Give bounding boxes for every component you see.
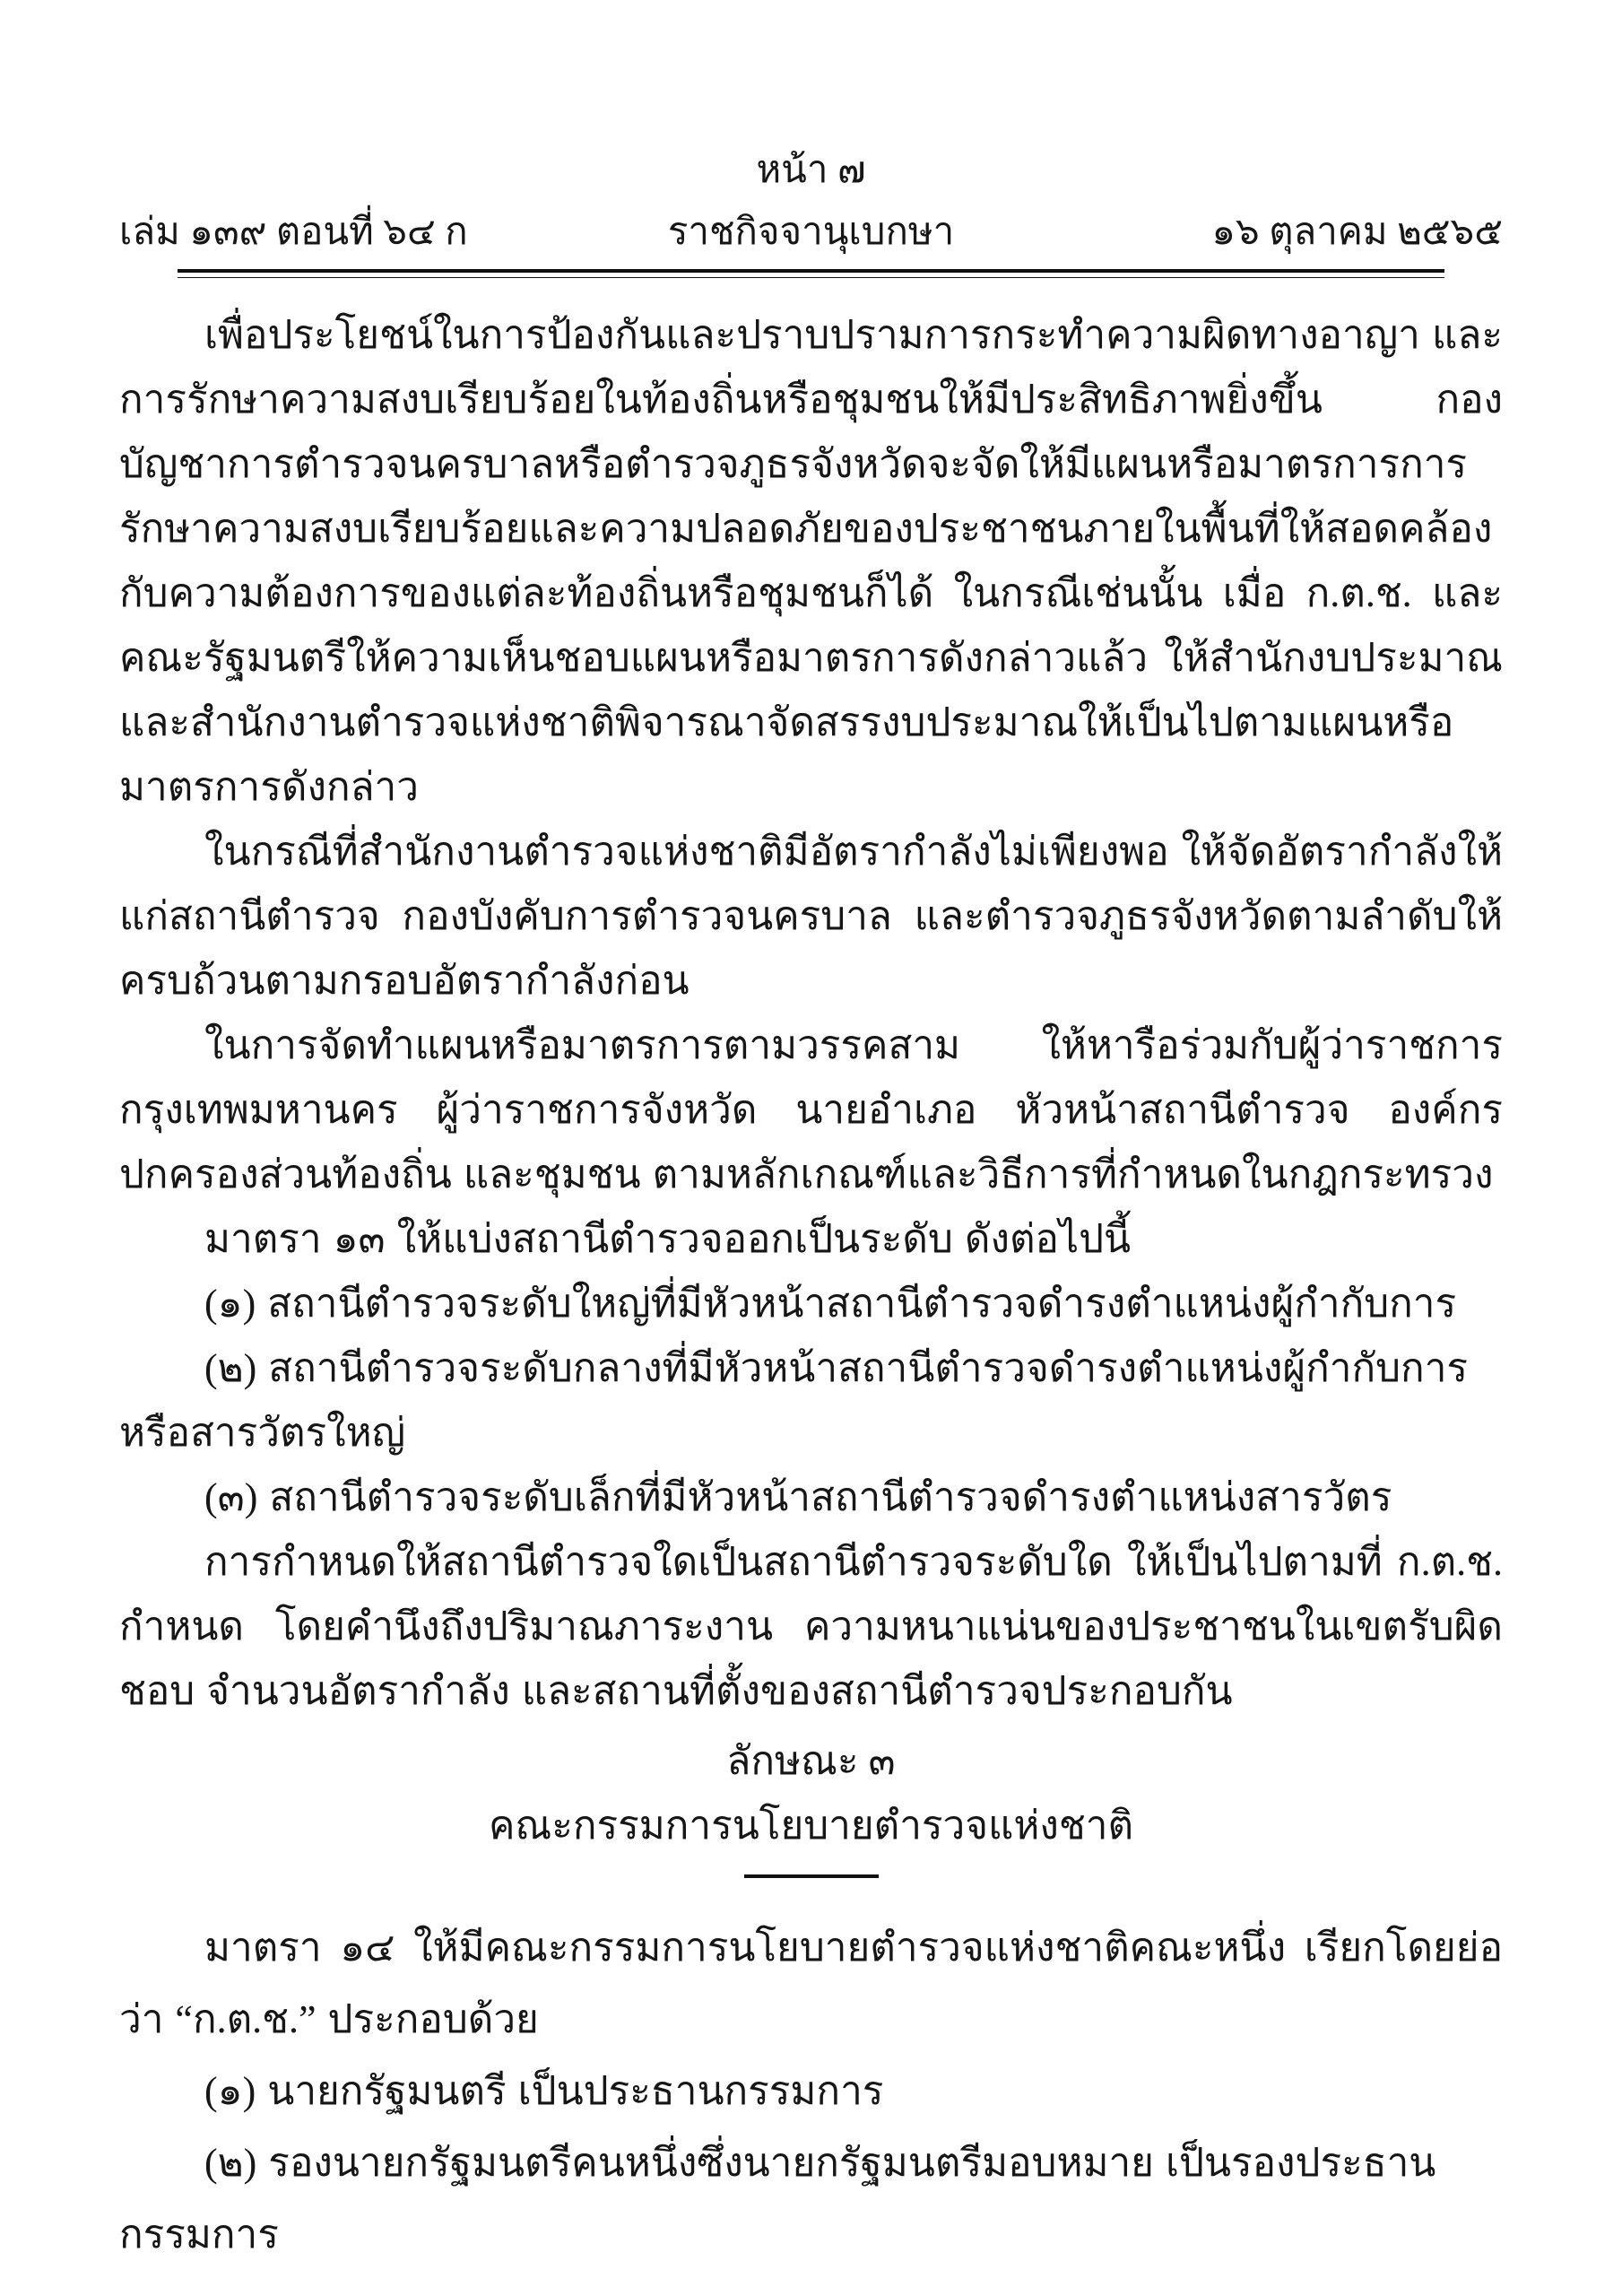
section-14-item-1: (๑) นายกรัฐมนตรี เป็นประธานกรรมการ bbox=[204, 2069, 884, 2113]
chapter-title: คณะกรรมการนโยบายตำรวจแห่งชาติ bbox=[488, 1804, 1134, 1848]
section-14-lead: มาตรา ๑๔ ให้มีคณะกรรมการนโยบายตำรวจแห่งชาติคณะหนึ่ง เรียกโดยย่อว่า “ก.ต.ช.” ประกอบด้วย bbox=[119, 1926, 1503, 2041]
section-13-item-1: (๑) สถานีตำรวจระดับใหญ่ที่มีหัวหน้าสถานีตำรวจดำรงตำแหน่งผู้กำกับการ bbox=[204, 1282, 1457, 1326]
section-13-lead: มาตรา ๑๓ ให้แบ่งสถานีตำรวจออกเป็นระดับ ดังต่อไปนี้ bbox=[204, 1217, 1132, 1261]
section-13-item-2: (๒) สถานีตำรวจระดับกลางที่มีหัวหน้าสถานีตำรวจดำรงตำแหน่งผู้กำกับการหรือสารวัตรใหญ่ bbox=[119, 1346, 1469, 1455]
section-13-item-3: (๓) สถานีตำรวจระดับเล็กที่มีหัวหน้าสถานีตำรวจดำรงตำแหน่งสารวัตร bbox=[204, 1475, 1392, 1519]
chapter-number: ลักษณะ ๓ bbox=[726, 1739, 896, 1783]
page-header bbox=[119, 144, 1503, 278]
section-14-item-2: (๒) รองนายกรัฐมนตรีคนหนึ่งซึ่งนายกรัฐมนตรีมอบหมาย เป็นรองประธานกรรมการ bbox=[119, 2141, 1436, 2257]
publication-date: ๑๖ ตุลาคม ๒๕๖๕ bbox=[1211, 212, 1503, 253]
paragraph-2: ในกรณีที่สำนักงานตำรวจแห่งชาติมีอัตรากำลังไม่เพียงพอ ให้จัดอัตรากำลังให้แก่สถานีตำรวจ กองบังคับการตำรวจนครบาล และตำรวจภูธรจังหวัดตามลำดับให้ครบถ้วนตามกรอบอัตรากำลังก่อน bbox=[119, 830, 1503, 1003]
publication-title: ราชกิจจานุเบกษา bbox=[667, 212, 955, 253]
chapter-divider-rule bbox=[744, 1874, 879, 1878]
chapter-heading bbox=[119, 1729, 1503, 1878]
paragraph-1: เพื่อประโยชน์ในการป้องกันและปราบปรามการกระทำความผิดทางอาญา และการรักษาความสงบเรียบร้อยในท้องถิ่นหรือชุมชนให้มีประสิทธิภาพยิ่งขึ้น กองบัญชาการตำรวจนครบาลหรือตำรวจภูธรจังหวัดจะจัดให้มีแผนหรือมาตรการการรักษาความสงบเรียบร้อยและความปลอดภัยของประชาชนภายในพื้นที่ให้สอดคล้องกับความต้องการของแต่ละท้องถิ่นหรือชุมชนก็ได้ ในกรณีเช่นนั้น เมื่อ ก.ต.ช. และคณะรัฐมนตรีให้ความเห็นชอบแผนหรือมาตรการดังกล่าวแล้ว ให้สำนักงบประมาณและสำนักงานตำรวจแห่งชาติพิจารณาจัดสรรงบประมาณให้เป็นไปตามแผนหรือมาตรการดังกล่าว bbox=[119, 313, 1503, 809]
section-13-closing: การกำหนดให้สถานีตำรวจใดเป็นสถานีตำรวจระดับใด ให้เป็นไปตามที่ ก.ต.ช. กำหนด โดยคำนึงถึงปริมาณภาระงาน ความหนาแน่นของประชาชนในเขตรับผิดชอบ จำนวนอัตรากำลัง และสถานที่ตั้งของสถานีตำรวจประกอบกัน bbox=[119, 1540, 1503, 1713]
header-rule bbox=[178, 269, 1444, 278]
paragraph-3: ในการจัดทำแผนหรือมาตรการตามวรรคสาม ให้หารือร่วมกับผู้ว่าราชการกรุงเทพมหานคร ผู้ว่าราชการจังหวัด นายอำเภอ หัวหน้าสถานีตำรวจ องค์กรปกครองส่วนท้องถิ่น และชุมชน ตามหลักเกณฑ์และวิธีการที่กำหนดในกฎกระทรวง bbox=[119, 1023, 1503, 1196]
page-number: หน้า ๗ bbox=[756, 150, 866, 191]
volume-issue-label: เล่ม ๑๓๙ ตอนที่ ๖๔ ก bbox=[119, 212, 468, 253]
header-row bbox=[119, 204, 1503, 260]
document-body bbox=[119, 303, 1503, 2271]
section-14-block bbox=[119, 1912, 1503, 2271]
